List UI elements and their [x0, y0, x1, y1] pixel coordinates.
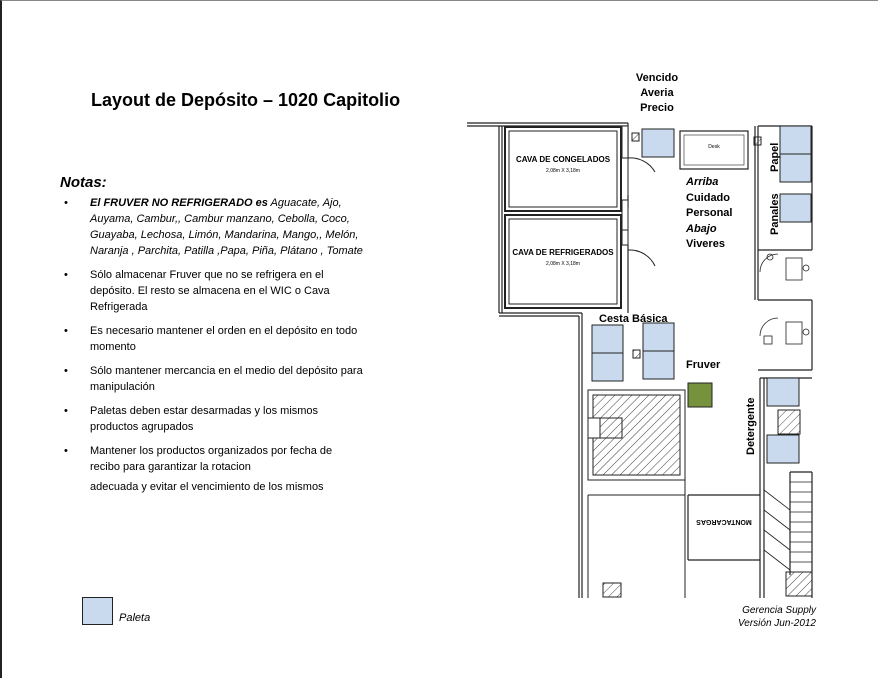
- pallet-cesta-2: [592, 353, 623, 381]
- footer-version: Versión Jun-2012: [737, 618, 816, 629]
- cava-refrigerados-dim: 2,08m X 3,18m: [546, 261, 580, 267]
- label-papel: Papel: [769, 142, 781, 172]
- note-text: adecuada y evitar el vencimiento de los mismos: [90, 481, 324, 493]
- label-personal: Personal: [686, 207, 733, 219]
- note-fruver-bold: El FRUVER NO REFRIGERADO es: [90, 197, 268, 209]
- pallet-papel-1: [780, 126, 811, 154]
- desk-label: Desk: [708, 144, 720, 150]
- bullet: •: [64, 365, 68, 377]
- desk: [680, 131, 748, 169]
- pallet-detergente-2: [767, 435, 799, 463]
- cava-congelados-label: CAVA DE CONGELADOS: [515, 155, 611, 164]
- notes-heading: Notas:: [60, 174, 107, 191]
- label-montacargas: MONTACARGAS: [696, 518, 752, 525]
- label-cuidado: Cuidado: [686, 192, 730, 204]
- page-title: Layout de Depósito – 1020 Capitolio: [91, 90, 401, 110]
- label-viveres: Viveres: [686, 238, 725, 250]
- cava-refrigerados-label: CAVA DE REFRIGERADOS: [512, 248, 614, 257]
- note-text: Sólo almacenar Fruver que no se refrigera en el depósito. El resto se almacena en el WIC o Cava Refrigerada: [90, 269, 330, 313]
- label-vencido: Vencido: [635, 72, 679, 84]
- pallet-cesta-3: [643, 323, 674, 351]
- cava-congelados: [505, 127, 621, 211]
- pallet-papel-2: [780, 154, 811, 182]
- pallet-vencido: [642, 129, 674, 157]
- label-cesta-basica: Cesta Básica: [599, 313, 668, 325]
- label-detergente: Detergente: [745, 397, 757, 455]
- fruver-pallet: [688, 383, 712, 407]
- legend-pallet-label: Paleta: [119, 612, 151, 624]
- pallet-panales: [780, 194, 811, 222]
- label-arriba: Arriba: [686, 176, 719, 188]
- cava-congelados-dim: 2,08m X 3,18m: [546, 168, 580, 174]
- pallet-detergente-1: [767, 378, 799, 406]
- note-text: Sólo mantener mercancia en el medio del depósito para manipulación: [90, 365, 363, 393]
- walls: [467, 123, 812, 598]
- note-text: Mantener los productos organizados por fecha de recibo para garantizar la rotacion: [90, 445, 333, 473]
- label-fruver: Fruver: [686, 359, 721, 371]
- bullet: •: [64, 405, 68, 417]
- label-panales: Panales: [769, 193, 781, 235]
- bullet: •: [64, 445, 68, 457]
- bullet: •: [64, 325, 68, 337]
- stairs: [764, 482, 812, 570]
- note-text: Es necesario mantener el orden en el depósito en todo momento: [90, 325, 358, 353]
- bullet: •: [64, 197, 68, 209]
- label-averia: Averia: [640, 87, 674, 99]
- bathrooms: [760, 254, 809, 344]
- label-abajo: Abajo: [686, 223, 717, 235]
- note-text: Paletas deben estar desarmadas y los mismos productos agrupados: [90, 405, 319, 433]
- note-fruver-list: Aguacate, Ajo, Auyama, Cambur,, Cambur manzano, Cebolla, Coco, Guayaba, Lechosa, Limón, Mandarina, Mango,, Melón, Naranja , Parchita, Patilla ,Papa, Piña, Plátano , Tomate: [90, 197, 363, 257]
- bullet: •: [64, 269, 68, 281]
- ramp-area: [588, 390, 812, 597]
- label-precio: Precio: [640, 102, 674, 114]
- cava-refrigerados: [505, 215, 621, 308]
- footer-department: Gerencia Supply: [742, 605, 816, 616]
- pallet-cesta-4: [643, 351, 674, 379]
- pallet-cesta-1: [592, 325, 623, 353]
